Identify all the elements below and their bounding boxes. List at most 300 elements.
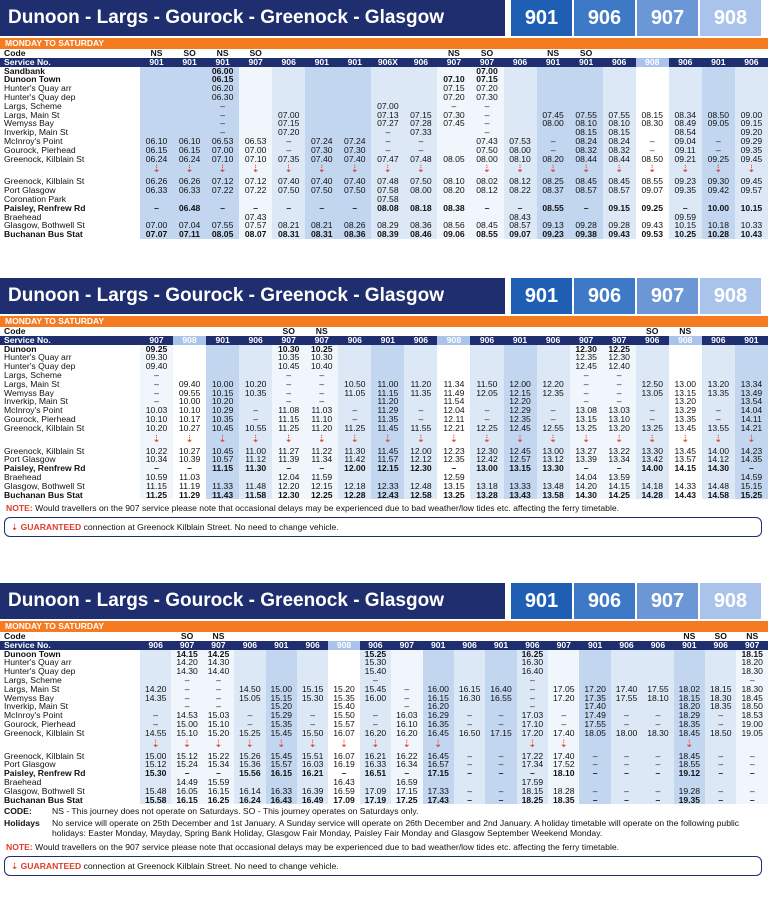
time-cell: 18.28 (548, 787, 579, 796)
time-cell: 12.55 (537, 424, 570, 433)
connection-row (0, 738, 768, 752)
time-cell: – (485, 769, 516, 778)
time-cell: – (171, 769, 202, 778)
connection-arrow-icon: ⇣ (470, 163, 503, 177)
time-cell: 11.15 (272, 415, 305, 424)
time-cell: 16.59 (328, 787, 359, 796)
code-cell (297, 632, 328, 641)
stop-name: Dunoon (0, 345, 140, 354)
time-cell: 15.22 (203, 752, 234, 761)
time-cell: 10.35 (239, 389, 272, 398)
time-cell: 19.28 (674, 787, 705, 796)
time-cell: 13.20 (603, 424, 636, 433)
time-cell (404, 213, 437, 222)
time-cell (305, 213, 338, 222)
time-cell: – (611, 796, 642, 805)
time-cell (338, 195, 371, 204)
service-number-cell: 901 (570, 58, 603, 67)
service-number-cell: 906 (642, 641, 673, 650)
time-cell: – (391, 769, 422, 778)
time-cell: 09.28 (603, 221, 636, 230)
time-cell: 10.17 (173, 415, 206, 424)
service-number-cell: 908 (328, 641, 359, 650)
service-label: Service No. (0, 58, 140, 67)
service-number-cell: 906 (360, 641, 391, 650)
time-cell: 12.20 (272, 482, 305, 491)
time-cell: 14.00 (702, 447, 735, 456)
time-cell: 09.40 (173, 380, 206, 389)
time-cell: 08.50 (636, 155, 669, 164)
time-cell (570, 84, 603, 93)
time-cell: – (579, 769, 610, 778)
stop-name: Hunter's Quay arr (0, 353, 140, 362)
time-cell (603, 102, 636, 111)
stop-name: Braehead (0, 473, 140, 482)
code-cell (485, 632, 516, 641)
time-cell: 18.10 (548, 769, 579, 778)
stop-row (0, 230, 768, 239)
time-cell: 17.25 (391, 796, 422, 805)
timetable-block-3 (0, 583, 768, 876)
connection-arrow-icon: ⇣ (504, 163, 537, 177)
time-cell: 15.15 (266, 694, 297, 703)
code-cell (404, 327, 437, 336)
day-bar: MONDAY TO SATURDAY (0, 316, 768, 327)
time-cell: 13.55 (702, 424, 735, 433)
time-cell: – (570, 464, 603, 473)
time-cell: – (140, 389, 173, 398)
time-cell: 06.15 (206, 75, 239, 84)
time-cell: 08.37 (537, 186, 570, 195)
connection-arrow-icon: ⇣ (371, 163, 404, 177)
time-cell: – (360, 711, 391, 720)
time-cell: 11.27 (272, 447, 305, 456)
time-cell: 08.15 (570, 128, 603, 137)
time-cell: – (517, 676, 548, 685)
service-number-cell: 906 (272, 58, 305, 67)
code-cell: NS (746, 632, 759, 641)
time-cell: 17.20 (579, 685, 610, 694)
time-cell: 10.39 (173, 455, 206, 464)
time-cell: 13.39 (570, 455, 603, 464)
time-cell: 16.10 (391, 720, 422, 729)
time-cell: – (642, 787, 673, 796)
time-cell: 13.15 (570, 415, 603, 424)
code-cell: NS (679, 327, 692, 336)
time-cell: 06.24 (140, 155, 173, 164)
time-cell: 16.45 (423, 752, 454, 761)
connection-arrow-icon (454, 738, 485, 752)
time-cell: 12.45 (504, 424, 537, 433)
time-cell: 14.48 (702, 482, 735, 491)
time-cell (391, 658, 422, 667)
time-cell: 10.40 (305, 362, 338, 371)
guaranteed-text: connection at Greenock Kilblain Street. No need to change vehicle. (81, 861, 339, 872)
time-cell: 07.57 (239, 221, 272, 230)
time-cell: 06.24 (173, 155, 206, 164)
time-cell: 14.15 (603, 482, 636, 491)
time-cell: 12.28 (338, 491, 371, 500)
time-cell (669, 362, 702, 371)
time-cell: 15.45 (360, 685, 391, 694)
connection-arrow-icon (642, 738, 673, 752)
time-cell: 15.40 (360, 667, 391, 676)
time-cell: 07.35 (272, 155, 305, 164)
service-number-cell: 901 (504, 336, 537, 345)
service-number-cell: 907 (548, 641, 579, 650)
time-cell: 06.48 (173, 204, 206, 213)
time-cell: 15.58 (140, 796, 171, 805)
time-cell: 07.24 (305, 137, 338, 146)
time-cell: 09.15 (603, 204, 636, 213)
time-cell (669, 75, 702, 84)
time-cell: 06.20 (206, 84, 239, 93)
time-cell: 12.57 (504, 455, 537, 464)
time-cell (391, 676, 422, 685)
time-cell: 15.30 (297, 694, 328, 703)
time-cell: 13.22 (603, 447, 636, 456)
time-cell: 09.30 (702, 177, 735, 186)
time-cell (239, 473, 272, 482)
time-cell (437, 371, 470, 380)
time-cell: 12.25 (470, 424, 503, 433)
connection-arrow-icon: ⇣ (570, 433, 603, 447)
time-cell: 11.10 (305, 415, 338, 424)
time-cell: 15.30 (360, 658, 391, 667)
time-cell (504, 75, 537, 84)
code-cell (504, 327, 537, 336)
time-cell: 08.38 (437, 204, 470, 213)
time-cell: 10.35 (206, 415, 239, 424)
connection-row-label (0, 433, 140, 447)
time-cell: 07.50 (305, 186, 338, 195)
time-cell: 07.00 (140, 221, 173, 230)
time-cell (642, 658, 673, 667)
time-cell (404, 353, 437, 362)
time-cell (173, 75, 206, 84)
time-cell (206, 213, 239, 222)
service-number-cell: 901 (206, 58, 239, 67)
time-cell: – (642, 752, 673, 761)
service-number-cell: 906 (297, 641, 328, 650)
time-cell (669, 345, 702, 354)
code-cell (360, 632, 391, 641)
time-cell: 10.20 (206, 397, 239, 406)
time-cell: 12.00 (504, 380, 537, 389)
service-number-cell: 906 (140, 641, 171, 650)
stop-row (0, 75, 768, 84)
stop-row (0, 345, 768, 354)
time-cell: – (206, 128, 239, 137)
time-cell: 11.59 (305, 473, 338, 482)
code-cell (371, 327, 404, 336)
timetable-table (0, 327, 768, 499)
time-cell: 15.20 (266, 702, 297, 711)
time-cell: 08.22 (504, 186, 537, 195)
time-cell: 16.40 (485, 685, 516, 694)
time-cell: 12.58 (404, 491, 437, 500)
time-cell: – (611, 760, 642, 769)
time-cell: 14.30 (171, 667, 202, 676)
time-cell: 07.55 (570, 111, 603, 120)
time-cell: 14.35 (140, 694, 171, 703)
ferry-note (0, 841, 768, 853)
service-number-cell: 901 (305, 58, 338, 67)
title-bar (0, 278, 768, 314)
time-cell (272, 213, 305, 222)
time-cell (140, 658, 171, 667)
time-cell (404, 362, 437, 371)
code-label: Code (0, 49, 140, 58)
time-cell: 17.33 (423, 787, 454, 796)
time-cell: 11.00 (371, 380, 404, 389)
time-cell (371, 362, 404, 371)
time-cell: 11.45 (371, 424, 404, 433)
time-cell: 09.06 (437, 230, 470, 239)
time-cell (371, 345, 404, 354)
time-cell: 10.27 (173, 424, 206, 433)
time-cell: – (171, 694, 202, 703)
time-cell: 13.15 (669, 389, 702, 398)
time-cell: 11.33 (206, 482, 239, 491)
time-cell: – (470, 111, 503, 120)
service-number-cell: 908 (669, 336, 702, 345)
service-number-cell: 901 (140, 58, 173, 67)
time-cell (548, 702, 579, 711)
stop-row (0, 204, 768, 213)
time-cell (239, 119, 272, 128)
time-cell: 07.28 (404, 119, 437, 128)
time-cell: 07.45 (537, 111, 570, 120)
service-label: Service No. (0, 641, 140, 650)
time-cell: 09.45 (735, 155, 768, 164)
time-cell: – (470, 102, 503, 111)
time-cell: – (272, 397, 305, 406)
time-cell: 09.25 (702, 155, 735, 164)
time-cell: 06.33 (173, 186, 206, 195)
time-cell: 08.55 (470, 230, 503, 239)
time-cell: 16.24 (234, 796, 265, 805)
connection-arrow-icon: ⇣ (239, 433, 272, 447)
time-cell: 13.48 (537, 482, 570, 491)
time-cell: 14.35 (735, 455, 768, 464)
time-cell (735, 84, 768, 93)
time-cell: – (297, 711, 328, 720)
time-cell (305, 102, 338, 111)
code-cell: NS (212, 632, 225, 641)
time-cell: – (611, 787, 642, 796)
time-cell: 16.21 (297, 769, 328, 778)
time-cell (570, 75, 603, 84)
stop-row (0, 128, 768, 137)
time-cell: 08.32 (603, 146, 636, 155)
time-cell (470, 195, 503, 204)
time-cell: 12.42 (470, 455, 503, 464)
time-cell: 19.00 (736, 720, 768, 729)
time-cell: 10.10 (173, 406, 206, 415)
time-cell: 13.25 (570, 424, 603, 433)
code-cell (537, 327, 570, 336)
time-cell (636, 397, 669, 406)
time-cell: 09.42 (702, 186, 735, 195)
time-cell: 09.38 (570, 230, 603, 239)
time-cell: 16.20 (423, 702, 454, 711)
time-cell: – (642, 711, 673, 720)
time-cell: – (140, 397, 173, 406)
time-cell (702, 213, 735, 222)
route-title: Dunoon - Largs - Gourock - Greenock - Glasgow (0, 583, 505, 619)
time-cell (603, 195, 636, 204)
code-cell (305, 49, 338, 58)
time-cell (548, 667, 579, 676)
time-cell: 16.59 (391, 778, 422, 787)
time-cell: – (272, 137, 305, 146)
time-cell (140, 67, 173, 76)
time-cell: – (485, 787, 516, 796)
service-number-cell: 901 (579, 641, 610, 650)
time-cell: – (305, 204, 338, 213)
time-cell: 08.55 (636, 177, 669, 186)
code-row (0, 49, 768, 58)
time-cell (338, 371, 371, 380)
stop-name: Hunter's Quay arr (0, 658, 140, 667)
time-cell: 19.35 (674, 796, 705, 805)
stop-row (0, 482, 768, 491)
time-cell: 12.48 (404, 482, 437, 491)
time-cell (371, 67, 404, 76)
time-cell: 08.44 (603, 155, 636, 164)
code-cell: SO (282, 327, 295, 336)
route-badge-906: 906 (574, 0, 635, 36)
code-cell (266, 632, 297, 641)
time-cell (305, 67, 338, 76)
note-text: Would travellers on the 907 service please note that occasional delays may be experienced due to bad weather/low tides etc. affecting the ferry timetable. (32, 503, 620, 514)
time-cell: 08.50 (702, 111, 735, 120)
time-cell: 10.45 (206, 424, 239, 433)
time-cell: 07.40 (338, 155, 371, 164)
time-cell: 16.35 (423, 720, 454, 729)
time-cell: 15.35 (266, 720, 297, 729)
time-cell (239, 362, 272, 371)
time-cell (371, 371, 404, 380)
time-cell (485, 658, 516, 667)
time-cell: 11.57 (371, 455, 404, 464)
time-cell (234, 778, 265, 787)
time-cell (423, 676, 454, 685)
connection-arrow-icon (611, 738, 642, 752)
time-cell: 09.00 (735, 111, 768, 120)
time-cell: 08.02 (470, 177, 503, 186)
time-cell (437, 345, 470, 354)
time-cell (437, 195, 470, 204)
time-cell (579, 650, 610, 659)
time-cell (305, 195, 338, 204)
time-cell: 14.15 (171, 650, 202, 659)
code-label: Code (0, 327, 140, 336)
time-cell: 11.15 (206, 464, 239, 473)
code-cell: SO (183, 49, 196, 58)
time-cell (404, 371, 437, 380)
time-cell: 09.28 (570, 221, 603, 230)
time-cell: – (579, 796, 610, 805)
time-cell: – (570, 397, 603, 406)
time-cell: 14.30 (702, 464, 735, 473)
time-cell: 16.07 (328, 752, 359, 761)
time-cell (674, 650, 705, 659)
time-cell (266, 667, 297, 676)
time-cell: – (171, 676, 202, 685)
time-cell: – (570, 389, 603, 398)
stop-name: Largs, Scheme (0, 676, 140, 685)
time-cell: – (705, 720, 736, 729)
time-cell: – (470, 128, 503, 137)
time-cell: – (537, 137, 570, 146)
time-cell (702, 362, 735, 371)
time-cell: 12.29 (504, 406, 537, 415)
time-cell: 09.15 (735, 119, 768, 128)
time-cell (548, 676, 579, 685)
route-badge-901: 901 (511, 0, 572, 36)
guaranteed-text: connection at Greenock Kilblain Street. No need to change vehicle. (81, 522, 339, 533)
service-number-cell: 906 (404, 336, 437, 345)
connection-arrow-icon: ⇣ (371, 433, 404, 447)
service-number-cell: 906 (705, 641, 736, 650)
time-cell: 06.26 (173, 177, 206, 186)
stop-row (0, 760, 768, 769)
code-cell (735, 327, 768, 336)
time-cell: 07.00 (239, 146, 272, 155)
time-cell (548, 650, 579, 659)
code-cell (140, 632, 171, 641)
time-cell (504, 102, 537, 111)
time-cell: – (454, 796, 485, 805)
time-cell: 14.49 (171, 778, 202, 787)
time-cell: 16.03 (297, 760, 328, 769)
stop-name: Wemyss Bay (0, 694, 140, 703)
time-cell (702, 67, 735, 76)
time-cell (328, 667, 359, 676)
time-cell (485, 667, 516, 676)
service-number-cell: 906 (239, 336, 272, 345)
time-cell: 07.40 (272, 177, 305, 186)
time-cell (735, 213, 768, 222)
time-cell: – (705, 769, 736, 778)
time-cell: 13.05 (636, 389, 669, 398)
time-cell (140, 102, 173, 111)
time-cell: 15.50 (297, 729, 328, 738)
time-cell (140, 195, 173, 204)
time-cell: 08.57 (504, 221, 537, 230)
time-cell (173, 362, 206, 371)
time-cell (173, 119, 206, 128)
time-cell: 12.00 (338, 464, 371, 473)
time-cell (206, 362, 239, 371)
code-cell (272, 49, 305, 58)
time-cell: – (272, 371, 305, 380)
time-cell (537, 93, 570, 102)
time-cell: – (548, 720, 579, 729)
title-bar (0, 0, 768, 36)
time-cell: 11.29 (173, 491, 206, 500)
stop-row (0, 221, 768, 230)
time-cell: 07.12 (206, 177, 239, 186)
time-cell: 08.29 (371, 221, 404, 230)
time-cell (404, 473, 437, 482)
connection-arrow-icon: ⇣ (328, 738, 359, 752)
time-cell (437, 128, 470, 137)
time-cell: 07.48 (371, 177, 404, 186)
time-cell (537, 195, 570, 204)
